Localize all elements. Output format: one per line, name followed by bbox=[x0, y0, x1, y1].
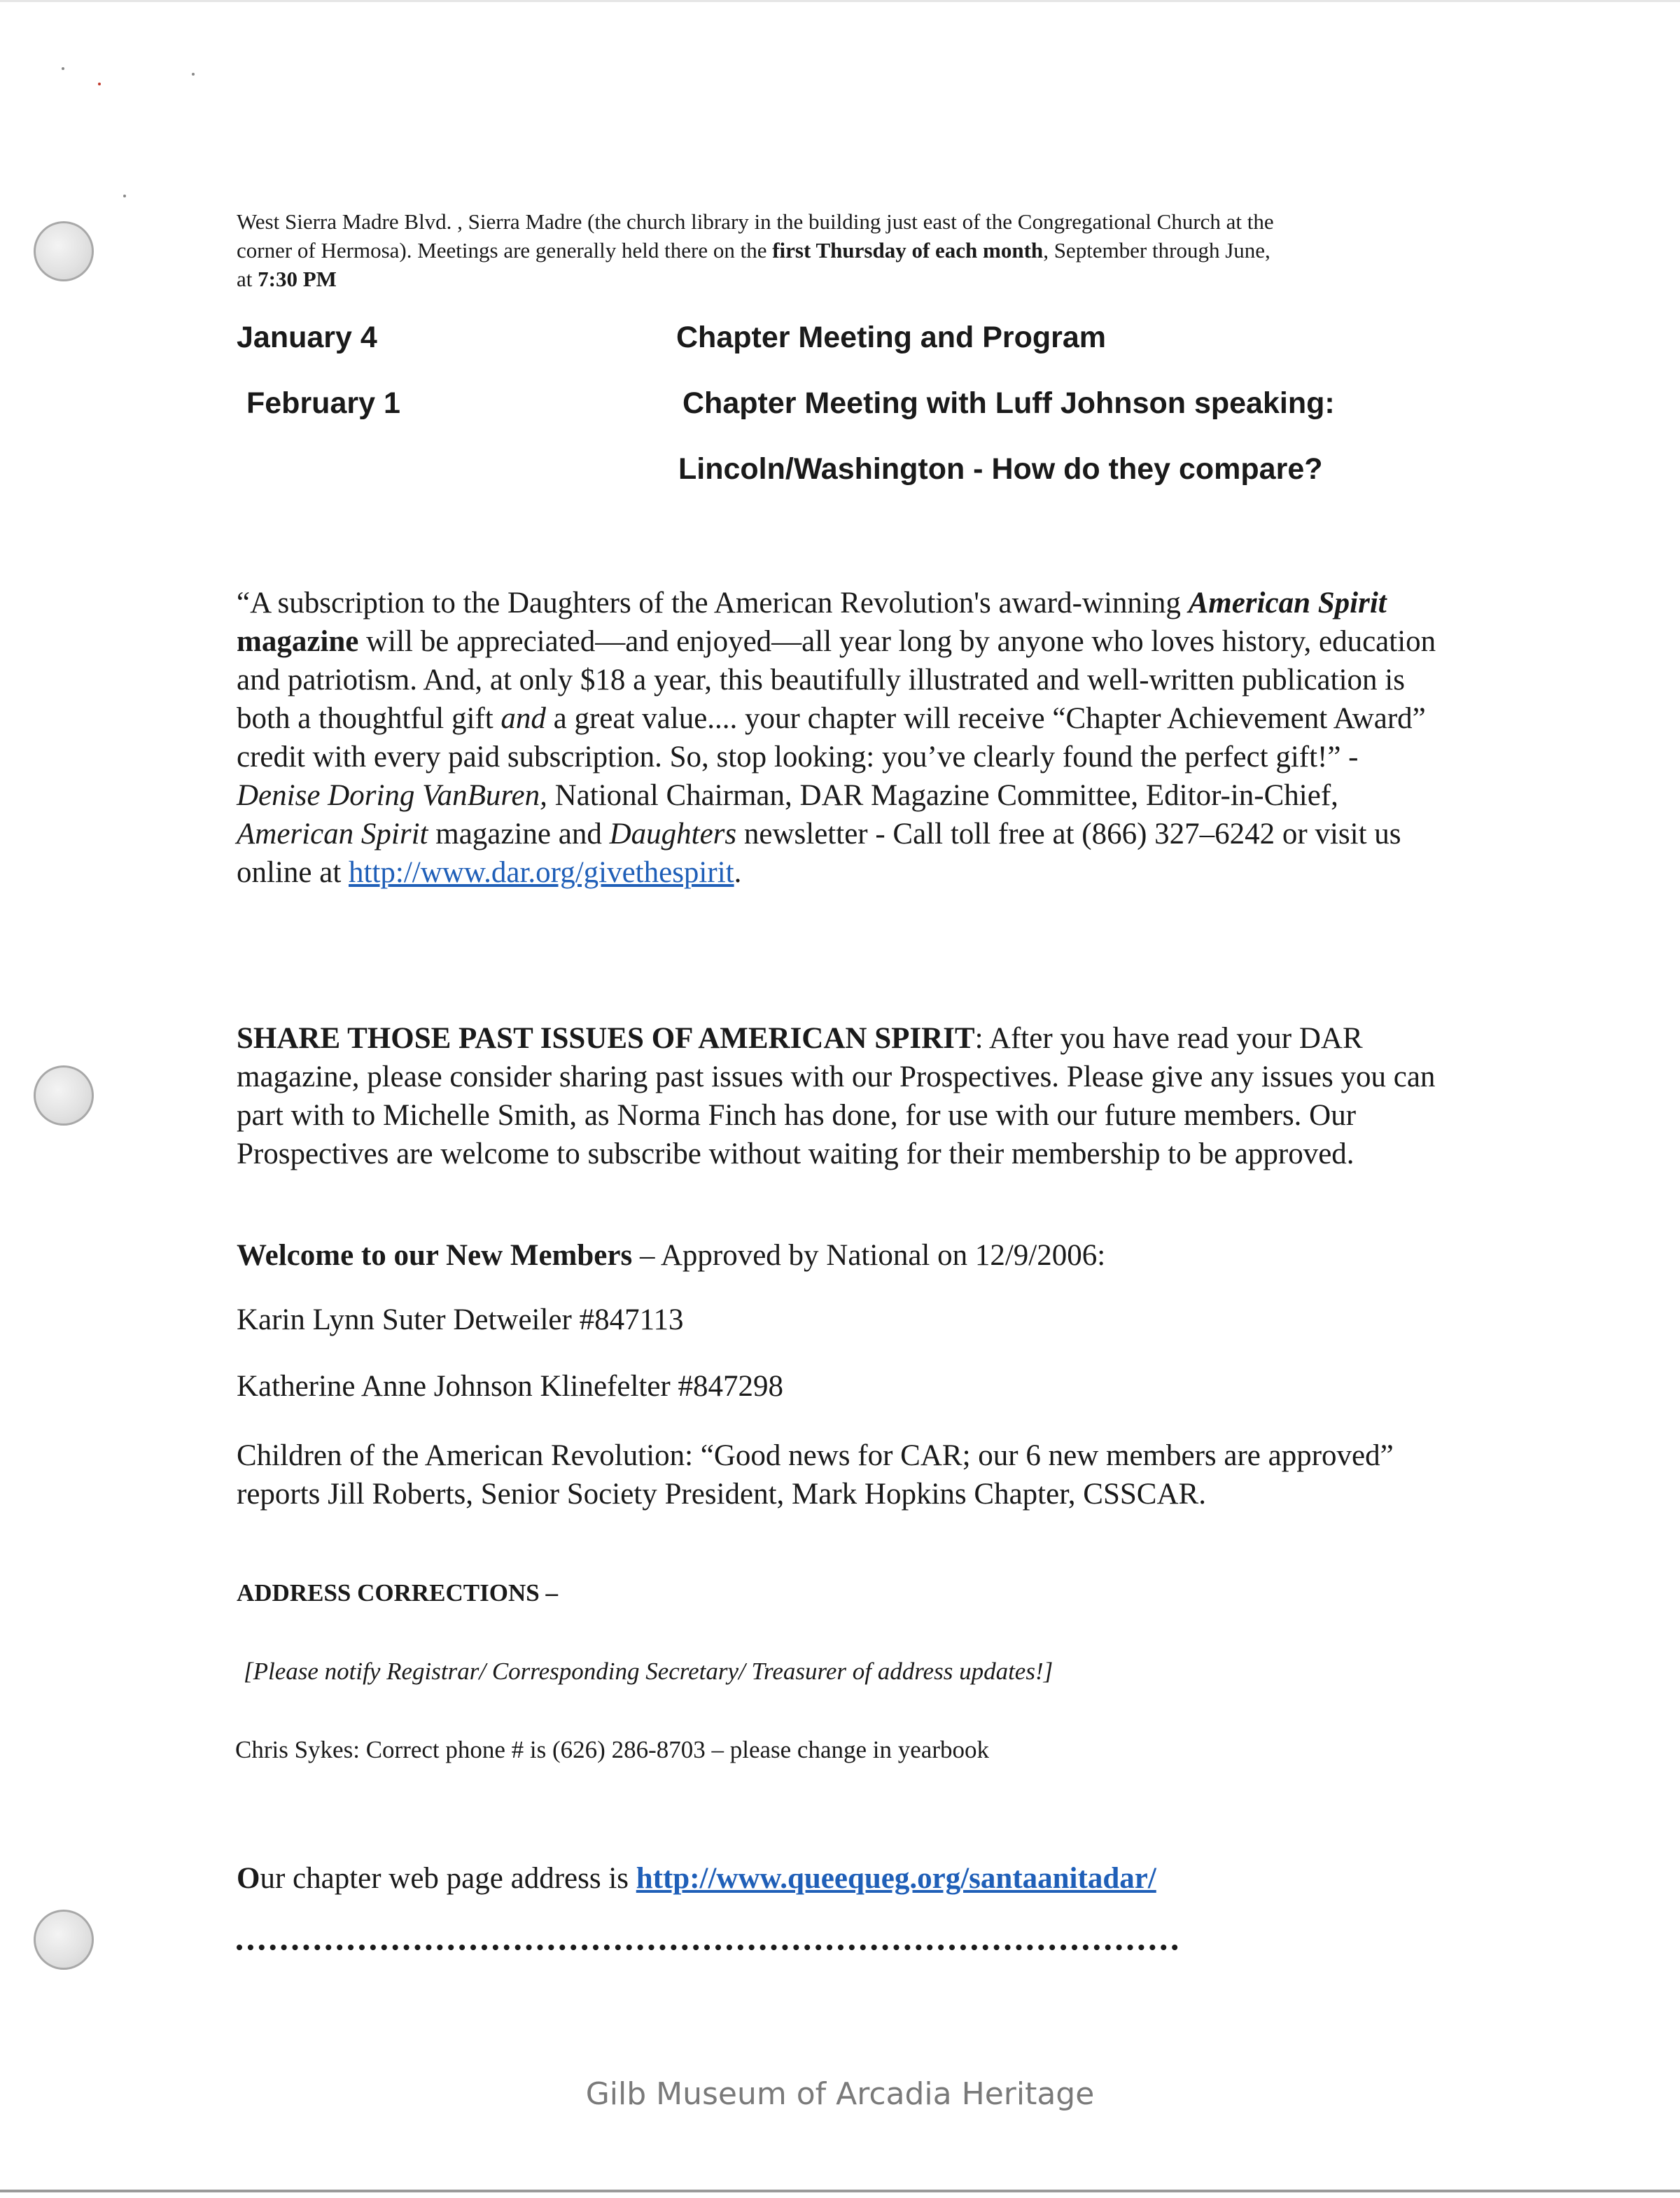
meeting-day: first Thursday of each month bbox=[772, 238, 1044, 262]
page-top-edge bbox=[0, 0, 1680, 2]
quote-author: Denise Doring VanBuren, bbox=[237, 779, 547, 812]
address-update-note: [Please notify Registrar/ Corresponding Secretary/ Treasurer of address updates!] bbox=[244, 1658, 1054, 1685]
binder-hole-top bbox=[34, 221, 94, 281]
schedule-date-1: January 4 bbox=[237, 321, 377, 354]
car-paragraph: Children of the American Revolution: “Good news for CAR; our 6 new members are approved” reports Jill Roberts, Senior Society President, Mark Hopkins Chapter, CSSCAR. bbox=[237, 1439, 1394, 1511]
binder-hole-middle bbox=[34, 1065, 94, 1126]
meeting-time: 7:30 PM bbox=[258, 267, 337, 291]
address-corrections-heading: ADDRESS CORRECTIONS – bbox=[237, 1579, 558, 1606]
subscription-text-1: “A subscription to the Daughters of the American Revolution's award-winning bbox=[237, 587, 1189, 620]
intro-line-2 bbox=[237, 236, 1441, 265]
magazine-word: magazine bbox=[237, 625, 359, 658]
dar-subscription-link[interactable]: http://www.dar.org/givethespirit bbox=[349, 856, 734, 889]
scan-speck bbox=[192, 73, 195, 76]
meeting-location-text bbox=[237, 207, 1441, 293]
scan-speck bbox=[123, 195, 126, 197]
subscription-text-5: magazine and bbox=[428, 818, 610, 850]
welcome-heading: Welcome to our New Members bbox=[237, 1239, 633, 1272]
new-member-1: Karin Lynn Suter Detweiler #847113 bbox=[237, 1303, 684, 1336]
emphasis-and: and bbox=[500, 702, 546, 735]
schedule-event-2: Chapter Meeting with Luff Johnson speaking: bbox=[682, 386, 1335, 420]
intro-line-3-text: at bbox=[237, 267, 258, 291]
schedule-date-2: February 1 bbox=[246, 386, 400, 420]
share-issues-heading: SHARE THOSE PAST ISSUES OF AMERICAN SPIRIT bbox=[237, 1022, 975, 1055]
chapter-webpage-line bbox=[237, 1859, 1156, 1898]
new-member-2: Katherine Anne Johnson Klinefelter #847298 bbox=[237, 1370, 783, 1403]
museum-watermark: Gilb Museum of Arcadia Heritage bbox=[585, 2076, 1095, 2112]
intro-line-2-text: corner of Hermosa). Meetings are generally held there on the bbox=[237, 238, 773, 262]
intro-line-1: West Sierra Madre Blvd. , Sierra Madre (the church library in the building just east of the Congregational Church at the bbox=[237, 209, 1274, 234]
share-issues-body: : After you have read your DAR magazine, please consider sharing past issues with our Prospectives. Please give any issues you can part with to Michelle Smith, as Norma Finch has done, for use with our future members. Our Prospectives are welcome to subscribe without waiting for their membership to be approved. bbox=[237, 1022, 1436, 1170]
subscription-text-2: will be appreciated—and enjoyed—all year long by anyone who loves history, education and patriotism. And, at only $18 a year, this beautifully illustrated and well-written publication is both a thoughtful gift bbox=[237, 625, 1436, 735]
webpage-initial: O bbox=[237, 1862, 260, 1895]
chapter-webpage-link[interactable]: http://www.queequeg.org/santaanitadar/ bbox=[636, 1862, 1156, 1895]
welcome-approval-text: – Approved by National on 12/9/2006: bbox=[632, 1239, 1106, 1272]
scan-speck bbox=[98, 83, 101, 85]
newsletter-title: Daughters bbox=[609, 818, 737, 850]
schedule-event-1: Chapter Meeting and Program bbox=[676, 321, 1107, 354]
magazine-title: American Spirit bbox=[1188, 587, 1387, 620]
share-issues-paragraph bbox=[237, 1019, 1441, 1173]
binder-hole-bottom bbox=[34, 1910, 94, 1970]
intro-line-3 bbox=[237, 265, 1441, 293]
subscription-text-4: National Chairman, DAR Magazine Committee, Editor-in-Chief, bbox=[547, 779, 1338, 812]
phone-correction: Chris Sykes: Correct phone # is (626) 286-8703 – please change in yearbook bbox=[235, 1736, 989, 1763]
webpage-text: ur chapter web page address is bbox=[260, 1862, 636, 1895]
page-bottom-edge bbox=[0, 2190, 1680, 2192]
subscription-end: . bbox=[734, 856, 742, 889]
intro-line-2-end: , September through June, bbox=[1043, 238, 1270, 262]
subscription-paragraph bbox=[237, 584, 1441, 892]
dotted-divider bbox=[237, 1945, 1178, 1950]
magazine-title-2: American Spirit bbox=[237, 818, 428, 850]
scan-speck bbox=[62, 67, 64, 70]
subscription-text-3: a great value.... your chapter will receive “Chapter Achievement Award” credit with every paid subscription. So, stop looking: you’ve clearly found the perfect gift!” - bbox=[237, 702, 1426, 774]
welcome-new-members bbox=[237, 1236, 1105, 1275]
subscription-text-6: newsletter - Call toll free at (866) 327–6242 or visit us online at bbox=[237, 818, 1401, 889]
schedule-event-2-subtitle: Lincoln/Washington - How do they compare? bbox=[678, 452, 1323, 486]
